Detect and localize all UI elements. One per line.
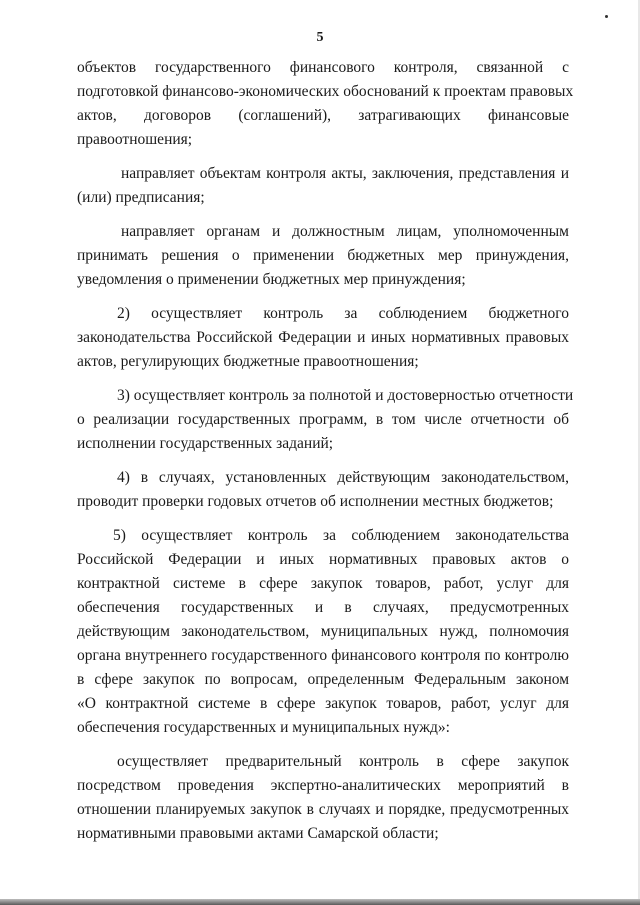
text-line: «О контрактной системе в сфере закупок товаров, работ, услуг для (77, 695, 569, 712)
text-line: обеспечения государственных и муниципальных нужд»: (77, 719, 450, 736)
scan-speck (605, 15, 608, 18)
text-line: 4) в случаях, установленных действующим законодательством, (117, 469, 569, 486)
scan-bottom-edge (0, 899, 640, 905)
text-line: 3) осуществляет контроль за полнотой и достоверностью отчетности (117, 387, 574, 404)
text-line: подготовкой финансово-экономических обоснований к проектам правовых (77, 83, 574, 100)
text-line: направляет органам и должностным лицам, уполномоченным (121, 223, 569, 240)
text-line: актов, регулирующих бюджетные правоотношения; (77, 353, 419, 370)
text-line: отношении планируемых закупок в случаях и порядке, предусмотренных (77, 801, 569, 818)
page-number: 5 (316, 30, 324, 45)
text-line: действующим законодательством, муниципальных нужд, полномочия (77, 623, 569, 640)
text-line: обеспечения государственных и в случаях, предусмотренных (77, 599, 569, 616)
text-line: посредством проведения экспертно-аналитических мероприятий в (77, 777, 569, 794)
text-line: уведомления о применении бюджетных мер принуждения; (77, 271, 466, 288)
text-line: (или) предписания; (77, 189, 205, 206)
text-line: Российской Федерации и иных нормативных правовых актов о (77, 551, 569, 568)
text-line: контрактной системе в сфере закупок товаров, работ, услуг для (77, 575, 569, 592)
text-line: осуществляет предварительный контроль в сфере закупок (117, 753, 569, 770)
text-line: о реализации государственных программ, в том числе отчетности об (77, 411, 569, 428)
text-line: актов, договоров (соглашений), затрагивающих финансовые (77, 107, 569, 124)
text-line: проводит проверки годовых отчетов об исполнении местных бюджетов; (77, 493, 554, 510)
text-line: органа внутреннего государственного финансового контроля по контролю (77, 647, 569, 664)
text-line: исполнении государственных заданий; (77, 435, 334, 452)
text-line: законодательства Российской Федерации и иных нормативных правовых (77, 329, 569, 346)
text-line: принимать решения о применении бюджетных мер принуждения, (77, 247, 569, 264)
text-line: правоотношения; (77, 131, 193, 148)
text-line: объектов государственного финансового контроля, связанной с (77, 59, 569, 76)
text-line: нормативными правовыми актами Самарской области; (77, 825, 439, 842)
text-line: 2) осуществляет контроль за соблюдением бюджетного (117, 305, 569, 322)
text-line: в сфере закупок по вопросам, определенным Федеральным законом (77, 671, 569, 688)
document-body (77, 56, 574, 846)
text-line: 5) осуществляет контроль за соблюдением законодательства (113, 527, 569, 544)
text-line: направляет объектам контроля акты, заключения, представления и (121, 165, 569, 182)
